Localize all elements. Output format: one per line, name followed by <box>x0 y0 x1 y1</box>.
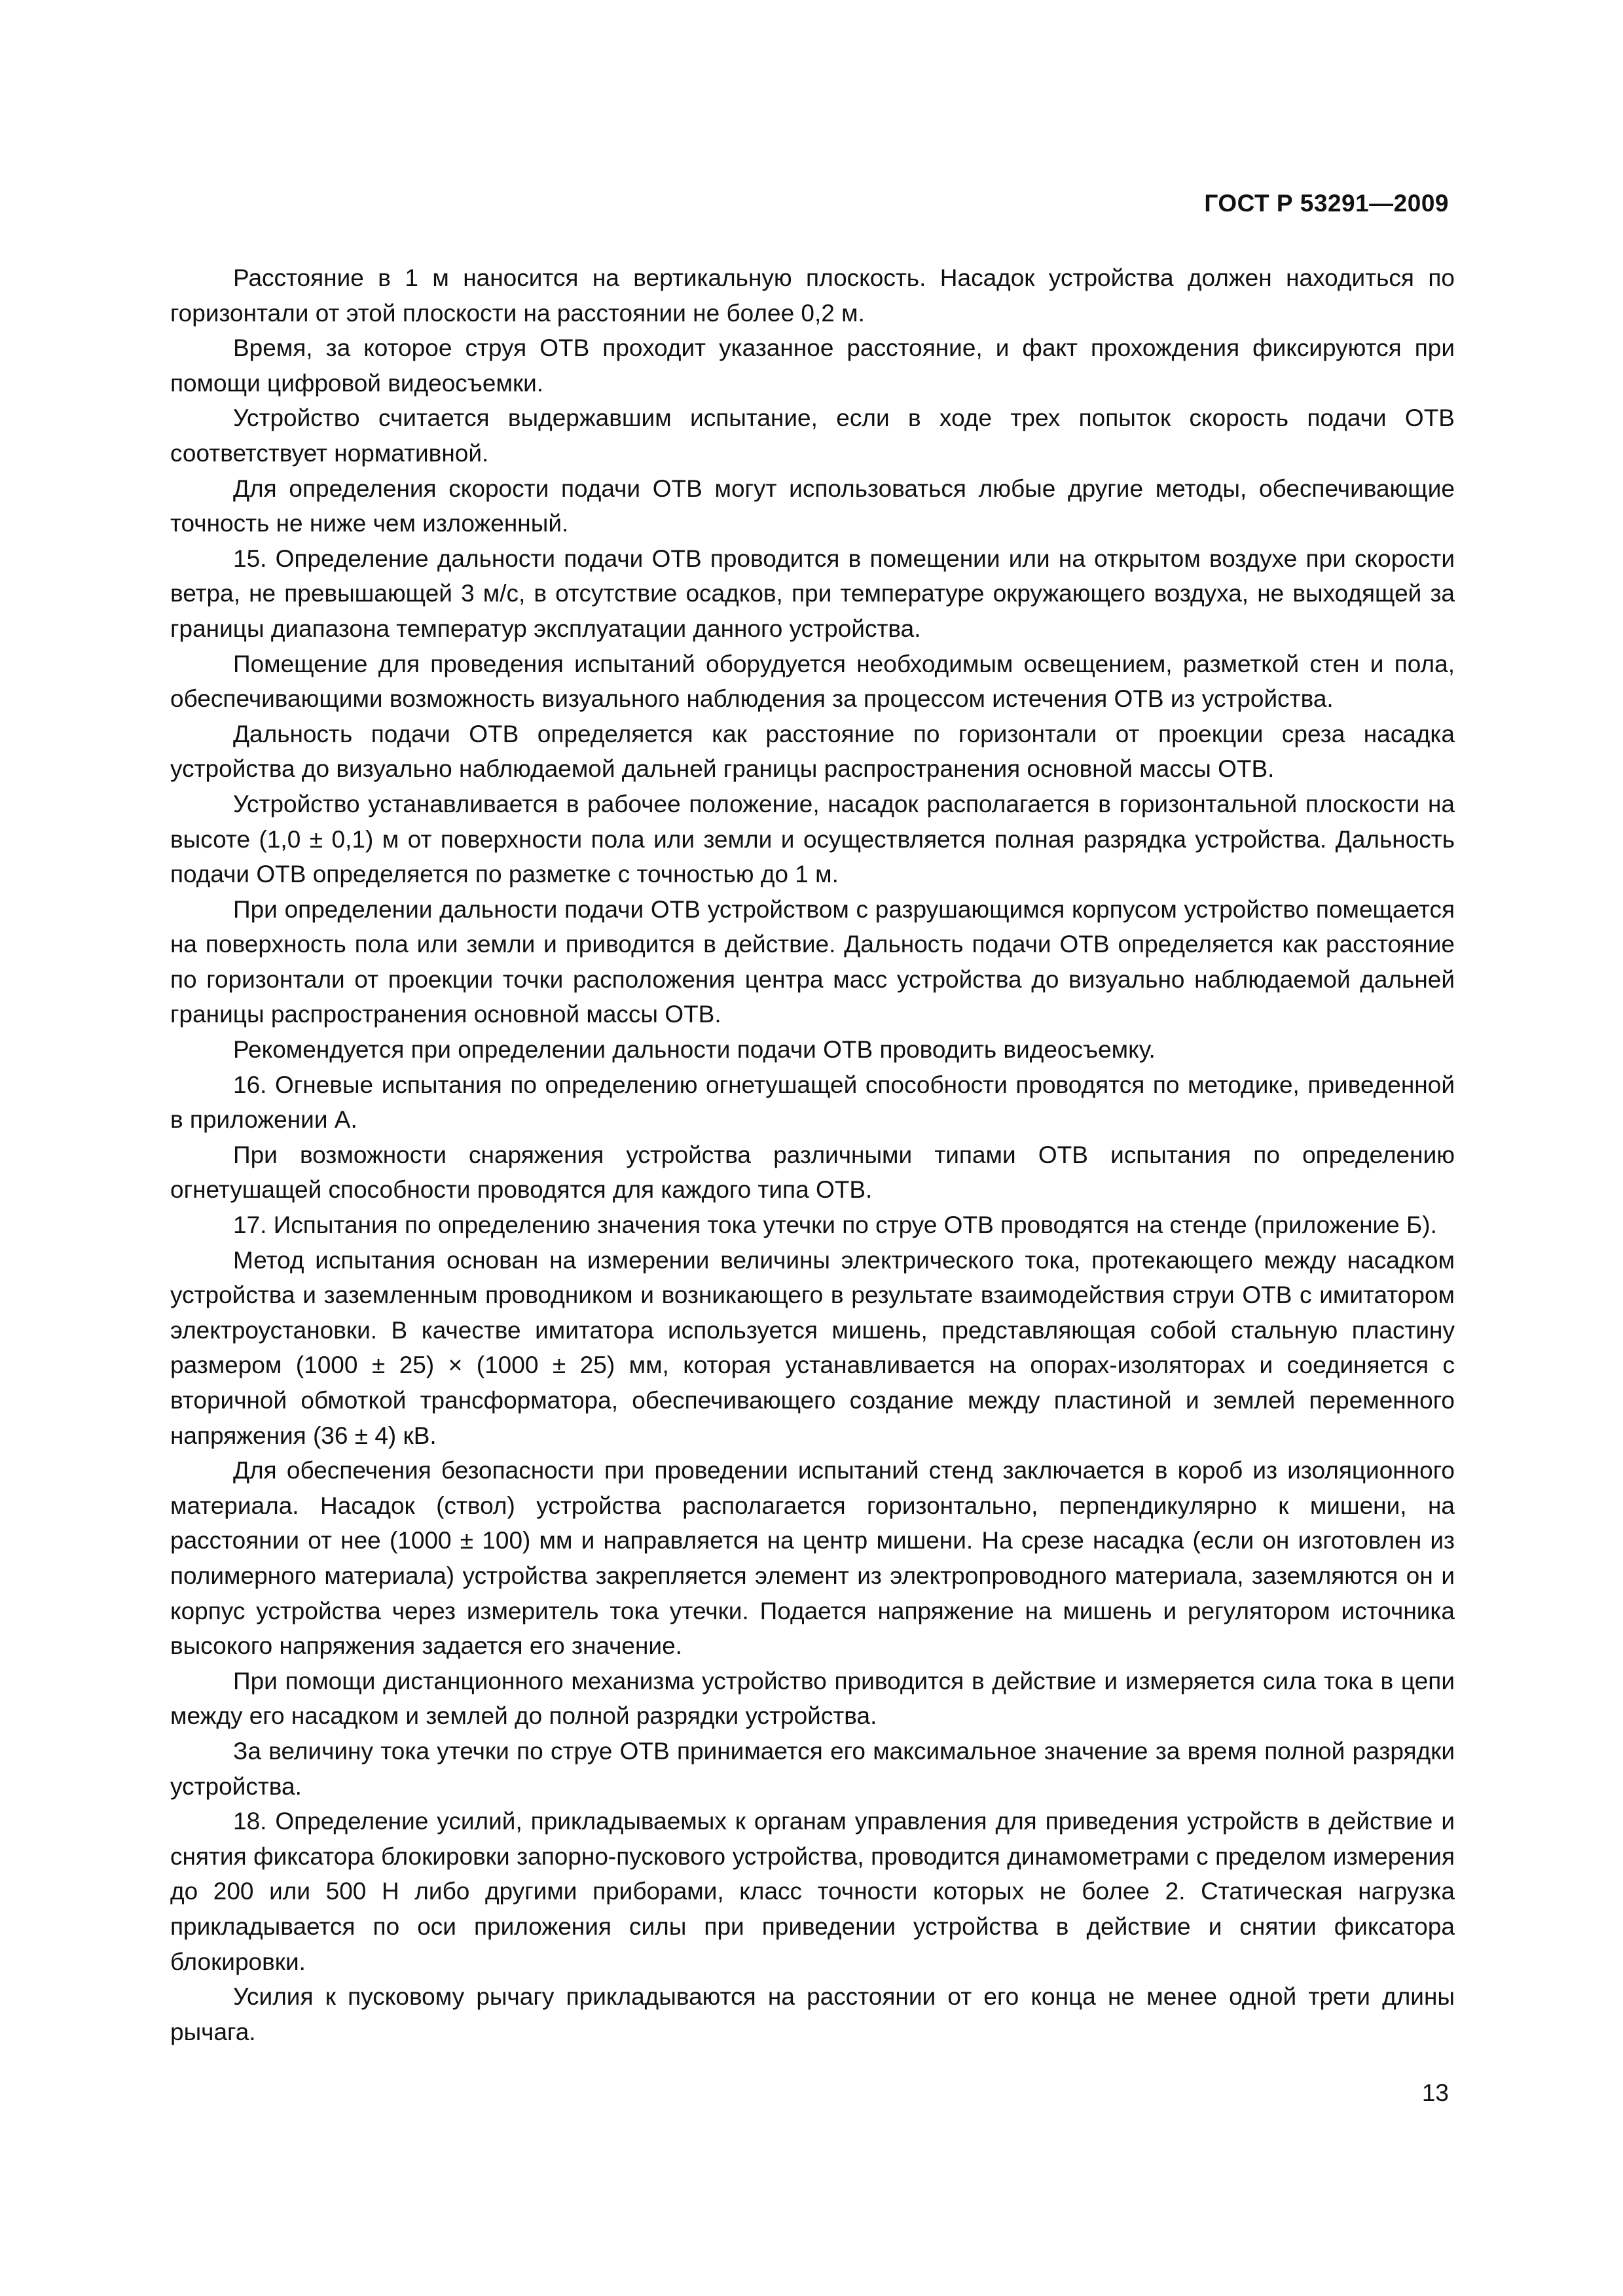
paragraph: Усилия к пусковому рычагу прикладываются на расстоянии от его конца не менее одной трети длины рычага. <box>170 1983 1455 2045</box>
paragraph: Устройство устанавливается в рабочее положение, насадок располагается в горизонтальной плоскости на высоте (1,0 ± 0,1) м от поверхности пола или земли и осуществляется полная разрядка устройства. Дальность подачи ОТВ определяется по разметке с точностью до 1 м. <box>170 790 1455 888</box>
paragraph: Дальность подачи ОТВ определяется как расстояние по горизонтали от проекции среза насадка устройства до визуально наблюдаемой дальней границы распространения основной массы ОТВ. <box>170 720 1455 783</box>
paragraph: Устройство считается выдержавшим испытание, если в ходе трех попыток скорость подачи ОТВ соответствует нормативной. <box>170 404 1455 467</box>
paragraph: Метод испытания основан на измерении величины электрического тока, протекающего между насадком устройства и заземленным проводником и возникающего в результате взаимодействия струи ОТВ с имитатором электроустановки. В качестве имитатора используется мишень, представляющая собой стальную пластину размером (1000 ± 25) × (1000 ± 25) мм, которая устанавливается на опорах-изоляторах и соединяется с вторичной обмоткой трансформатора, обеспечивающего создание между пластиной и землей переменного напряжения (36 ± 4) кВ. <box>170 1246 1455 1449</box>
paragraph-clause-18: 18. Определение усилий, прикладываемых к органам управления для приведения устройств в действие и снятия фиксатора блокировки запорно-пускового устройства, проводится динамометрами с пределом измерения до 200 или 500 Н либо другими приборами, класс точности которых не более 2. Статическая нагрузка прикладывается по оси приложения силы при приведении устройства в действие и снятии фиксатора блокировки. <box>170 1808 1455 1975</box>
paragraph: Рекомендуется при определении дальности подачи ОТВ проводить видеосъемку. <box>233 1036 1156 1064</box>
document-code-header: ГОСТ Р 53291—2009 <box>1204 190 1449 217</box>
paragraph: При определении дальности подачи ОТВ устройством с разрушающимся корпусом устройство помещается на поверхность пола или земли и приводится в действие. Дальность подачи ОТВ определяется как расстояние по горизонтали от проекции точки расположения центра масс устройства до визуально наблюдаемой дальней границы распространения основной массы ОТВ. <box>170 895 1455 1028</box>
page-number: 13 <box>1421 2079 1449 2106</box>
paragraph: Для обеспечения безопасности при проведении испытаний стенд заключается в короб из изоляционного материала. Насадок (ствол) устройства располагается горизонтально, перпендикулярно к мишени, на расстоянии от нее (1000 ± 100) мм и направляется на центр мишени. На срезе насадка (если он изготовлен из полимерного материала) устройства закрепляется элемент из электропроводного материала, заземляются он и корпус устройства через измеритель тока утечки. Подается напряжение на мишень и регулятором источника высокого напряжения задается его значение. <box>170 1457 1455 1660</box>
paragraph: При помощи дистанционного механизма устройство приводится в действие и измеряется сила тока в цепи между его насадком и землей до полной разрядки устройства. <box>170 1667 1455 1730</box>
paragraph: Для определения скорости подачи ОТВ могут использоваться любые другие методы, обеспечивающие точность не ниже чем изложенный. <box>170 475 1455 537</box>
paragraph: За величину тока утечки по струе ОТВ принимается его максимальное значение за время полной разрядки устройства. <box>170 1737 1455 1800</box>
paragraph-clause-17: 17. Испытания по определению значения тока утечки по струе ОТВ проводятся на стенде (приложение Б). <box>233 1211 1437 1239</box>
paragraph-clause-15: 15. Определение дальности подачи ОТВ проводится в помещении или на открытом воздухе при скорости ветра, не превышающей 3 м/с, в отсутствие осадков, при температуре окружающего воздуха, не выходящей за границы диапазона температур эксплуатации данного устройства. <box>170 545 1455 642</box>
paragraph: Расстояние в 1 м наносится на вертикальную плоскость. Насадок устройства должен находиться по горизонтали от этой плоскости на расстоянии не более 0,2 м. <box>170 264 1455 327</box>
document-body <box>170 260 1455 2049</box>
paragraph: При возможности снаряжения устройства различными типами ОТВ испытания по определению огнетушащей способности проводятся для каждого типа ОТВ. <box>170 1141 1455 1204</box>
paragraph: Время, за которое струя ОТВ проходит указанное расстояние, и факт прохождения фиксируются при помощи цифровой видеосъемки. <box>170 334 1455 397</box>
paragraph-clause-16: 16. Огневые испытания по определению огнетушащей способности проводятся по методике, приведенной в приложении А. <box>170 1071 1455 1134</box>
paragraph: Помещение для проведения испытаний оборудуется необходимым освещением, разметкой стен и пола, обеспечивающими возможность визуального наблюдения за процессом истечения ОТВ из устройства. <box>170 650 1455 713</box>
